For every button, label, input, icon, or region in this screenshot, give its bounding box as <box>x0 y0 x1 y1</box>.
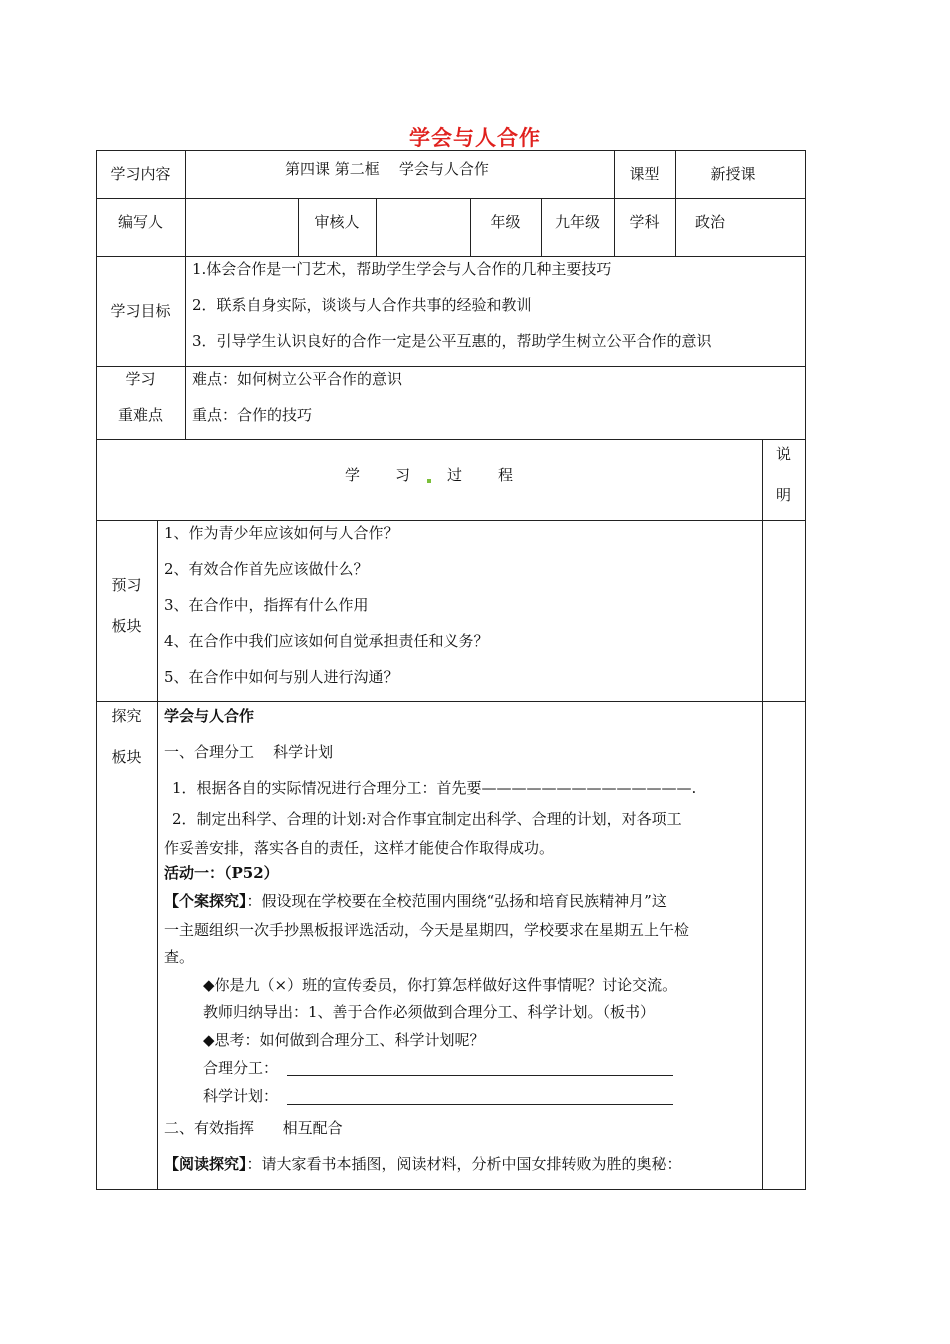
explore-label: 探究 <box>111 707 142 725</box>
subject-value: 政治 <box>694 213 725 231</box>
case-text: 查。 <box>164 948 195 966</box>
activity-heading: 活动一：（P52） <box>164 864 279 882</box>
reading-paragraph <box>164 1154 682 1174</box>
type-value: 新授课 <box>710 165 756 183</box>
point-text: 1．根据各自的实际情况进行合理分工：首先要——————————————. <box>172 779 697 797</box>
page-title: 学会与人合作 <box>409 125 541 150</box>
keypoints-label: 学习 <box>125 370 156 388</box>
goal-item: 2．联系自身实际，谈谈与人合作共事的经验和教训 <box>192 296 532 314</box>
keypoints-label-line2: 重难点 <box>117 406 163 424</box>
fill-label: 科学计划： <box>203 1087 279 1105</box>
case-text: ：假设现在学校要在全校范围内围绕“弘扬和培育民族精神月”这 <box>246 892 667 910</box>
type-label: 课型 <box>629 165 660 183</box>
answer-blank[interactable] <box>287 1075 673 1076</box>
author-label: 编写人 <box>117 213 163 231</box>
preview-question: 5、在合作中如何与别人进行沟通？ <box>164 668 399 686</box>
point-text: 2．制定出科学、合理的计划:对合作事宜制定出科学、合理的计划，对各项工 <box>172 810 682 828</box>
difficulty-text: 难点：如何树立公平合作的意识 <box>192 370 403 388</box>
note-label: 说 <box>775 445 791 463</box>
preview-question: 2、有效合作首先应该做什么？ <box>164 560 369 578</box>
explore-heading: 学会与人合作 <box>164 707 255 725</box>
answer-blank[interactable] <box>287 1104 673 1105</box>
section-heading: 一、合理分工 科学计划 <box>164 743 334 761</box>
process-char: 学 <box>345 466 361 484</box>
process-char: 过 <box>447 466 463 484</box>
grade-label: 年级 <box>490 213 521 231</box>
section-heading: 二、有效指挥 相互配合 <box>164 1119 343 1137</box>
teacher-summary: 教师归纳导出：1、善于合作必须做到合理分工、科学计划。（板书） <box>203 1003 656 1021</box>
point-text: 作妥善安排，落实各自的责任，这样才能使合作取得成功。 <box>164 839 555 857</box>
explore-label-line2: 板块 <box>111 748 142 766</box>
focus-text: 重点：合作的技巧 <box>192 406 313 424</box>
case-text: 一主题组织一次手抄黑板报评选活动，今天是星期四，学校要求在星期五上午检 <box>164 921 690 939</box>
author-value <box>185 198 298 246</box>
case-paragraph <box>164 891 667 911</box>
preview-question: 4、在合作中我们应该如何自觉承担责任和义务？ <box>164 632 489 650</box>
content-label: 学习内容 <box>110 165 171 183</box>
preview-label-line2: 板块 <box>111 617 142 635</box>
process-char: 程 <box>498 466 514 484</box>
goal-item: 1.体会合作是一门艺术，帮助学生学会与人合作的几种主要技巧 <box>192 260 612 278</box>
bullet-text: ◆你是九（×）班的宣传委员，你打算怎样做好这件事情呢？讨论交流。 <box>203 976 678 994</box>
note-label-line2: 明 <box>775 486 791 504</box>
content-value: 第四课 第二框 学会与人合作 <box>285 160 489 178</box>
goals-label: 学习目标 <box>110 302 171 320</box>
dot-mark <box>427 479 431 483</box>
preview-question: 3、在合作中，指挥有什么作用 <box>164 596 369 614</box>
fill-label: 合理分工： <box>203 1059 279 1077</box>
preview-question: 1、作为青少年应该如何与人合作？ <box>164 524 399 542</box>
reviewer-label: 审核人 <box>314 213 360 231</box>
read-text: ：请大家看书本插图，阅读材料，分析中国女排转败为胜的奥秘： <box>246 1155 682 1173</box>
reviewer-value <box>376 198 470 246</box>
preview-label: 预习 <box>111 576 142 594</box>
grade-value: 九年级 <box>554 213 600 231</box>
subject-label: 学科 <box>629 213 660 231</box>
read-label: 【阅读探究】 <box>164 1155 247 1173</box>
goal-item: 3．引导学生认识良好的合作一定是公平互惠的，帮助学生树立公平合作的意识 <box>192 332 712 350</box>
process-char: 习 <box>395 466 411 484</box>
case-label: 【个案探究】 <box>164 892 247 910</box>
bullet-text: ◆思考：如何做到合理分工、科学计划呢？ <box>203 1031 485 1049</box>
